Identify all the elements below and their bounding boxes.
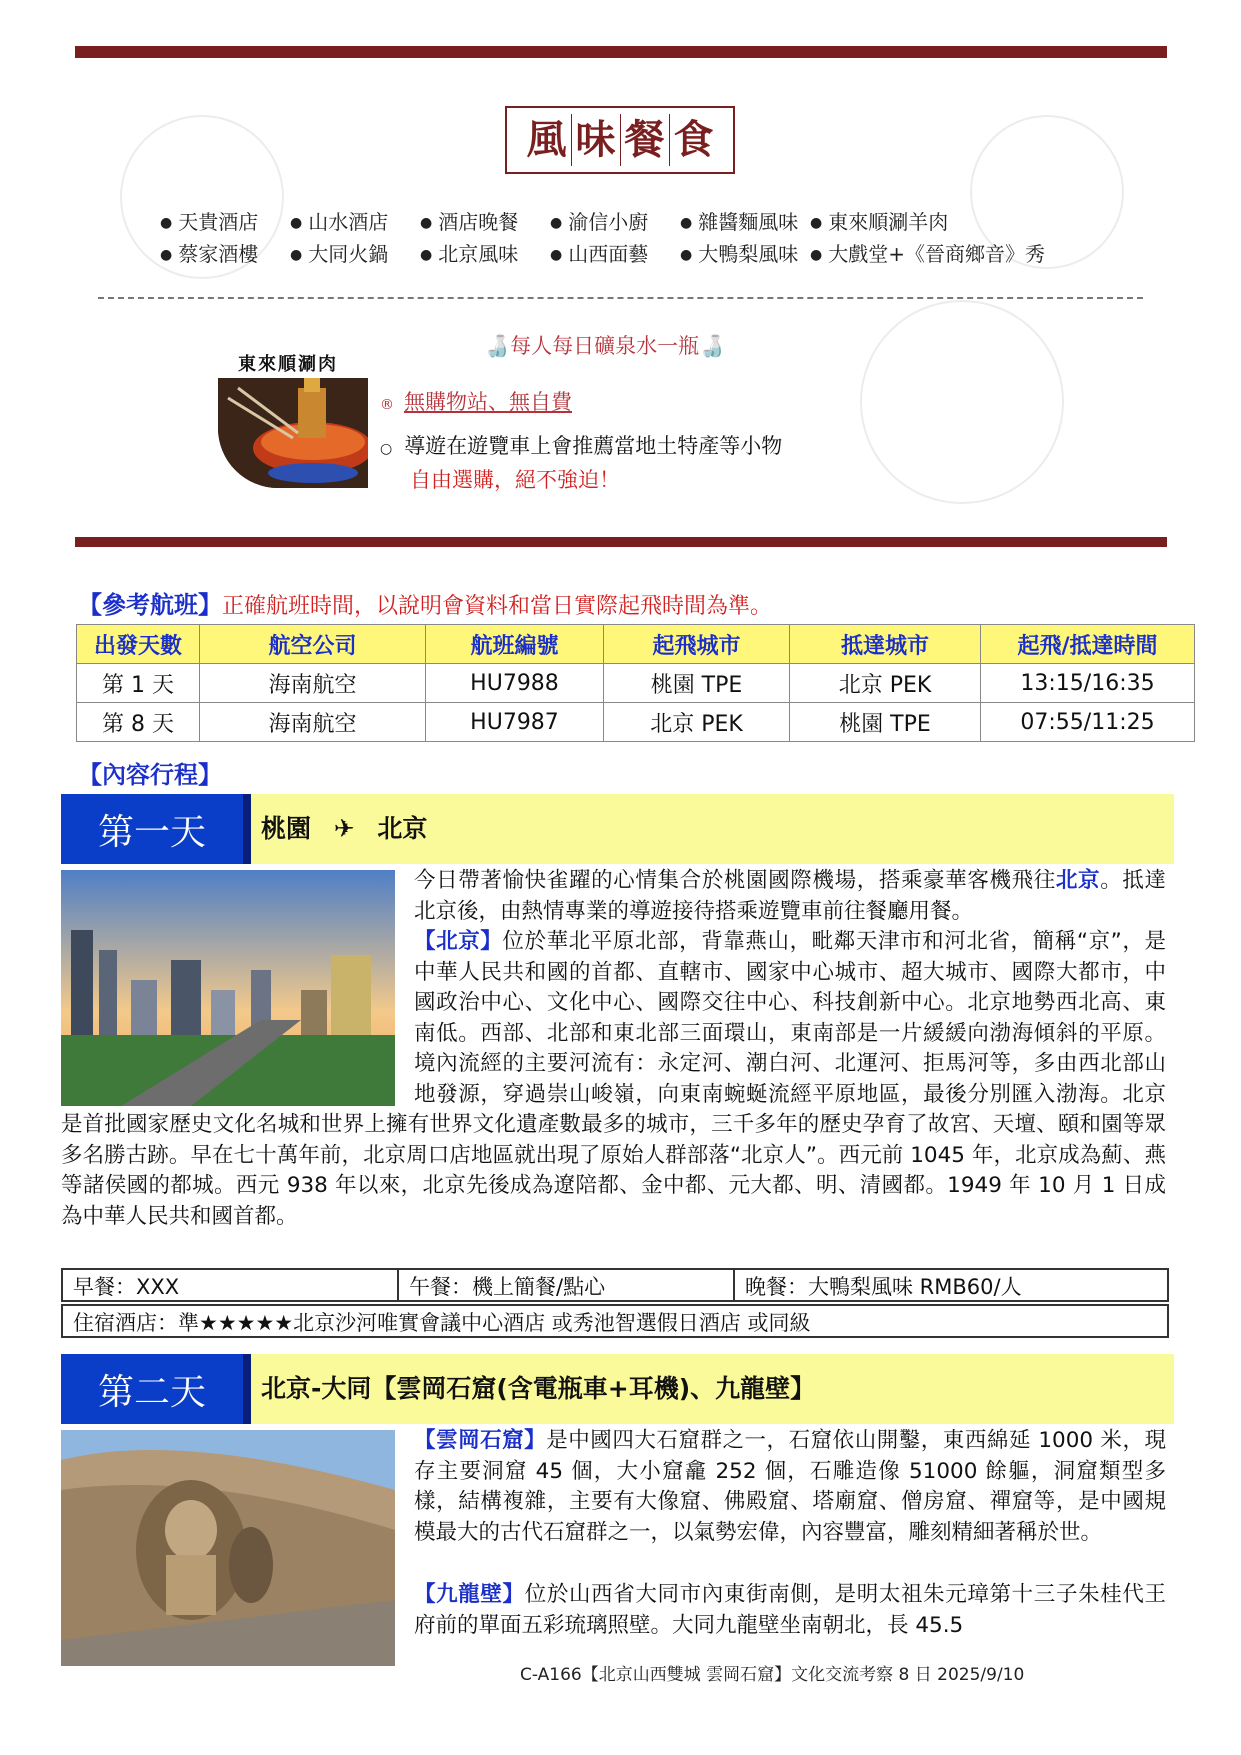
hotpot-caption: 東來順涮肉 xyxy=(238,354,338,375)
nine-dragon-description xyxy=(414,1580,1166,1641)
yungang-photo xyxy=(61,1430,395,1666)
nine-dragon-text: 位於山西省大同市內東街南側，是明太祖朱元璋第十三子朱桂代王府前的單面五彩琉璃照壁。大同九龍壁坐南朝北，長 45.5 xyxy=(414,1582,1166,1638)
yungang-description xyxy=(414,1426,1166,1548)
page-footer: C-A166【北京山西雙城 雲岡石窟】文化交流考察 8 日 2025/9/10 xyxy=(520,1665,1025,1685)
itinerary-tag: 【內容行程】 xyxy=(78,761,222,789)
dish-item: ● 大同火鍋 xyxy=(290,238,420,267)
section-divider xyxy=(75,537,1167,547)
title-char: 餐 xyxy=(621,114,670,166)
table-cell: HU7988 xyxy=(426,664,604,703)
dish-item: ● 東來順涮羊肉 xyxy=(810,206,1050,235)
flight-tag: 【參考航班】 xyxy=(78,591,222,619)
watermark-pattern xyxy=(860,300,1064,504)
day1-desc-tag: 【北京】 xyxy=(414,929,503,954)
day1-intro-text-a: 今日帶著愉快雀躍的心情集合於桃園國際機場，搭乘豪華客機飛往 xyxy=(414,868,1056,893)
guide-note xyxy=(380,430,782,460)
circle-bullet-icon: ○ xyxy=(380,441,393,457)
bottle-icon: 🍶 xyxy=(699,334,726,358)
table-cell: 第 1 天 xyxy=(77,664,200,703)
dish-item: ● 蔡家酒樓 xyxy=(160,238,290,267)
title-char: 味 xyxy=(572,114,621,166)
dish-item: ● 雜醬麵風味 xyxy=(680,206,810,235)
dish-item: ● 北京風味 xyxy=(420,238,550,267)
route-to: 北京 xyxy=(377,814,428,843)
dish-item: ● 大戲堂+《晉商鄉音》秀 xyxy=(810,238,1050,267)
table-cell: 第 8 天 xyxy=(77,703,200,742)
table-cell: 海南航空 xyxy=(200,664,426,703)
column-header: 抵達城市 xyxy=(790,625,981,664)
flight-table xyxy=(76,624,1195,742)
dish-item: ● 天貴酒店 xyxy=(160,206,290,235)
dish-item: ● 酒店晚餐 xyxy=(420,206,550,235)
dining-title xyxy=(505,106,735,174)
column-header: 起飛/抵達時間 xyxy=(981,625,1195,664)
column-header: 航班編號 xyxy=(426,625,604,664)
dish-list-row-1 xyxy=(160,206,1100,235)
dish-list-row-2 xyxy=(160,238,1100,267)
table-cell: 07:55/11:25 xyxy=(981,703,1195,742)
breakfast-cell: 早餐：XXX xyxy=(61,1268,399,1302)
photo-spacer xyxy=(61,927,414,1110)
hotel-cell: 住宿酒店：準★★★★★北京沙河唯實會議中心酒店 或秀池智選假日酒店 或同級 xyxy=(61,1304,1169,1338)
dish-item: ● 山水酒店 xyxy=(290,206,420,235)
day2-header xyxy=(61,1354,1174,1424)
table-cell: 桃園 TPE xyxy=(790,703,981,742)
water-note xyxy=(484,330,725,360)
top-divider xyxy=(75,46,1167,58)
lunch-cell: 午餐：機上簡餐/點心 xyxy=(397,1268,735,1302)
table-cell: 海南航空 xyxy=(200,703,426,742)
day1-label: 第一天 xyxy=(61,794,243,864)
shopping-note-text: 無購物站、無自費 xyxy=(404,390,572,414)
dinner-cell: 晚餐：大鴨梨風味 RMB60/人 xyxy=(733,1268,1169,1302)
dashed-divider xyxy=(98,297,1143,299)
water-note-text: 每人每日礦泉水一瓶 xyxy=(510,334,700,358)
bottle-icon: 🍶 xyxy=(484,334,511,358)
dish-item: ● 山西面藝 xyxy=(550,238,680,267)
yungang-tag: 【雲岡石窟】 xyxy=(414,1428,547,1453)
guide-note-line2: 自由選購，絕不強迫！ xyxy=(410,468,620,492)
dish-item: ● 大鴨梨風味 xyxy=(680,238,810,267)
day1-description xyxy=(61,927,1166,1232)
day1-intro-text-b: 。抵達北京後，由熱情專業的導遊接待搭乘遊覽車前往餐廳用餐。 xyxy=(414,868,1166,924)
day2-label: 第二天 xyxy=(61,1354,243,1424)
flight-header xyxy=(78,585,772,620)
yungang-text: 是中國四大石窟群之一，石窟依山開鑿，東西綿延 1000 米，現存主要洞窟 45 個，大小窟龕 252 個，石雕造像 51000 餘軀，洞窟類型多樣，結構複雜，主要有大像窟、佛殿窟、塔廟窟、僧房窟、禪窟等，是中國規模最大的古代石窟群之一，以氣勢宏偉，內容豐富，雕刻精細著稱於世。 xyxy=(414,1428,1166,1545)
guide-note-line1: 導遊在遊覽車上會推薦當地土特產等小物 xyxy=(404,434,783,458)
dish-item: ● 渝信小廚 xyxy=(550,206,680,235)
plane-icon: ✈ xyxy=(333,814,355,843)
title-char: 風 xyxy=(523,114,572,166)
table-row xyxy=(77,703,1195,742)
day1-desc-text: 位於華北平原北部，背靠燕山，毗鄰天津市和河北省，簡稱“京”，是中華人民共和國的首都、直轄市、國家中心城市、超大城市、國際大都市，中國政治中心、文化中心、國際交往中心、科技創新中心。北京地勢西北高、東南低。西部、北部和東北部三面環山，東南部是一片緩緩向渤海傾斜的平原。境內流經的主要河流有：永定河、潮白河、北運河、拒馬河等，多由西北部山地發源，穿過崇山峻嶺，向東南蜿蜒流經平原地區，最後分別匯入渤海。北京是首批國家歷史文化名城和世界上擁有世界文化遺產數最多的城市，三千多年的歷史孕育了故宮、天壇、頤和園等眾多名勝古跡。早在七十萬年前，北京周口店地區就出現了原始人群部落“北京人”。西元前 1045 年，北京成為薊、燕等諸侯國的都城。西元 938 年以來，北京先後成為遼陪都、金中都、元大都、明、清國都。1949 年 10 月 1 日成為中華人民共和國首都。 xyxy=(61,929,1166,1229)
hotpot-photo xyxy=(218,378,368,488)
day1-intro xyxy=(414,866,1166,927)
flight-table-header xyxy=(77,625,1195,664)
day1-route xyxy=(261,794,427,864)
table-cell: 桃園 TPE xyxy=(604,664,790,703)
shopping-note xyxy=(380,386,572,416)
day1-intro-link: 北京 xyxy=(1055,868,1101,893)
nine-dragon-tag: 【九龍壁】 xyxy=(414,1582,525,1607)
route-from: 桃園 xyxy=(261,814,312,843)
column-header: 航空公司 xyxy=(200,625,426,664)
column-header: 出發天數 xyxy=(77,625,200,664)
column-header: 起飛城市 xyxy=(604,625,790,664)
day2-route: 北京-大同【雲岡石窟(含電瓶車+耳機)、九龍壁】 xyxy=(261,1374,816,1403)
table-cell: 13:15/16:35 xyxy=(981,664,1195,703)
flight-note: 正確航班時間，以說明會資料和當日實際起飛時間為準。 xyxy=(222,594,773,619)
table-cell: 北京 PEK xyxy=(604,703,790,742)
registered-icon: ® xyxy=(380,397,394,413)
table-cell: 北京 PEK xyxy=(790,664,981,703)
title-char: 食 xyxy=(673,116,714,163)
table-cell: HU7987 xyxy=(426,703,604,742)
day1-header xyxy=(61,794,1174,864)
table-row xyxy=(77,664,1195,703)
